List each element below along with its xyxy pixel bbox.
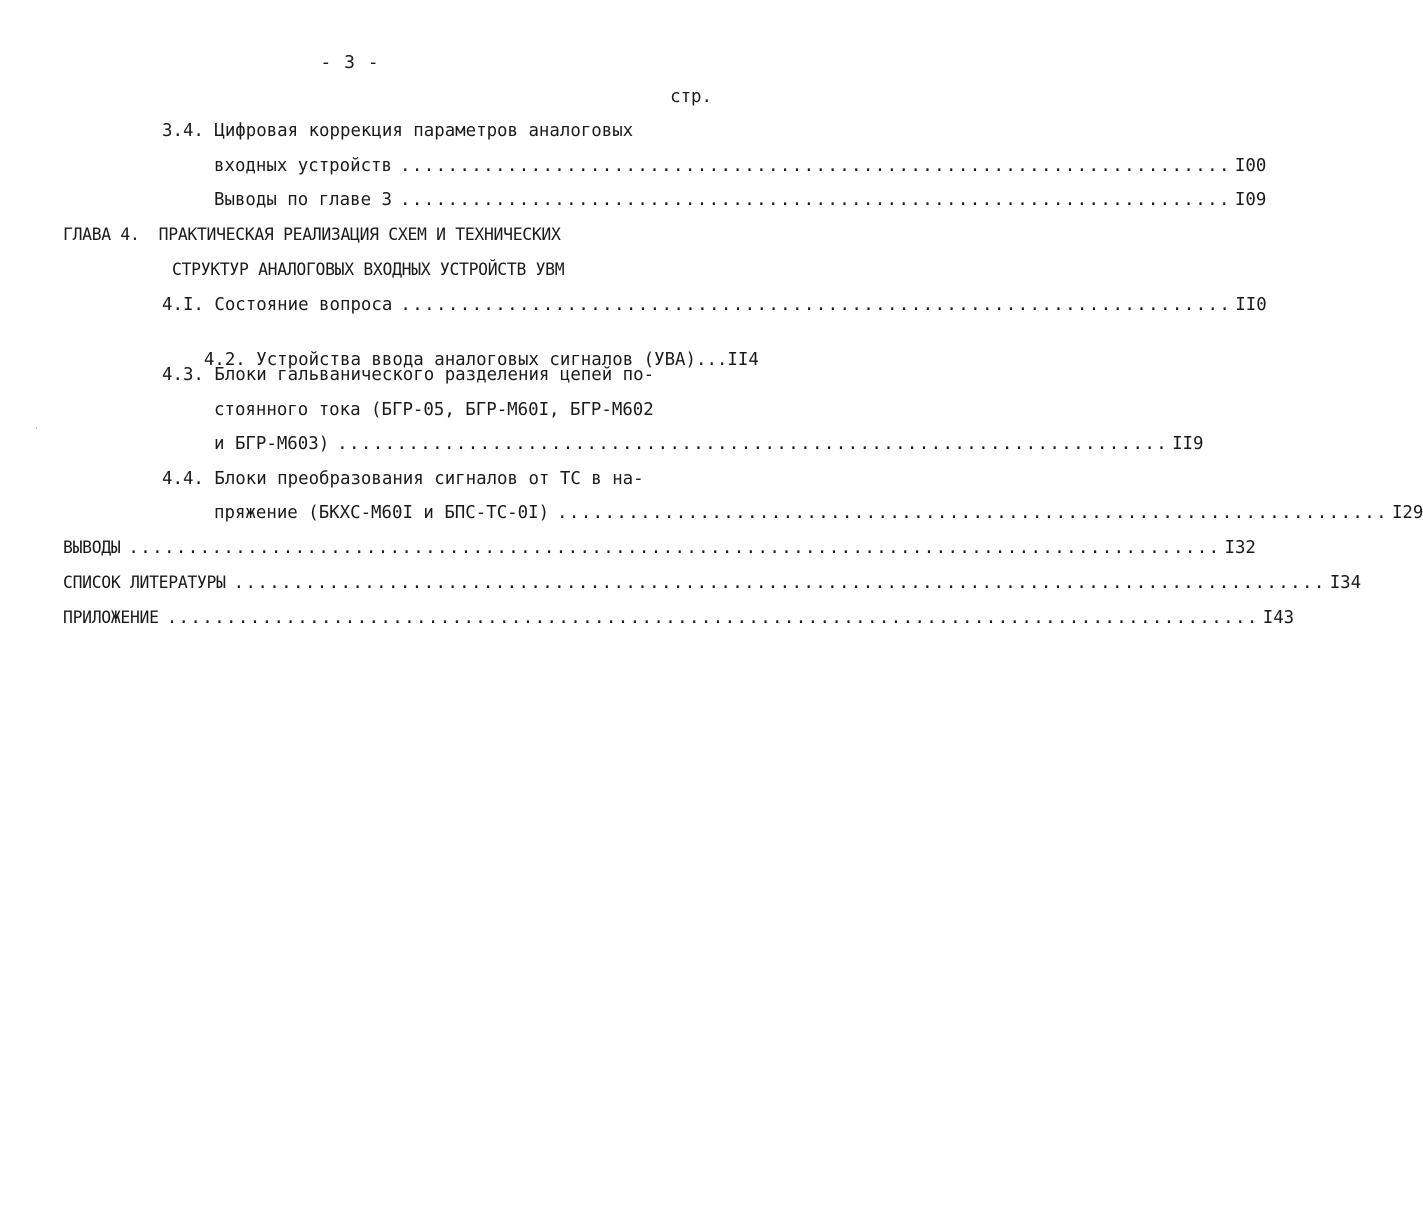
toc-page-chapter3-conclusions: I09: [1234, 190, 1267, 210]
toc-entry-appendix-text: ПРИЛОЖЕНИЕ: [63, 608, 159, 627]
toc-entry-4-3-line1: 4.3. Блоки гальванического разделения цепей по-: [162, 365, 655, 385]
toc-entry-4-3-line3: и БГР-М603): [214, 434, 330, 454]
toc-entry-appendix[interactable]: [63, 608, 1295, 628]
toc-entry-chapter3-conclusions-text: Выводы по главе 3: [214, 190, 392, 210]
dot-leader: ............................................................................................: [166, 608, 1259, 628]
dot-leader: ......................................................................: [400, 190, 1231, 210]
toc-entry-references-text: СПИСОК ЛИТЕРАТУРЫ: [63, 573, 226, 592]
toc-entry-4-3[interactable]: [214, 434, 1204, 454]
toc-page-references: I34: [1329, 573, 1362, 593]
toc-entry-3-4-line2: входных устройств: [214, 156, 392, 176]
dot-leader: ......................................................................: [400, 295, 1232, 315]
toc-page-4-2: II4: [727, 350, 759, 370]
toc-entry-4-3-line2: стоянного тока (БГР-05, БГР-М60I, БГР-М602: [214, 400, 654, 420]
dot-leader: ......................................................................: [557, 503, 1388, 523]
scan-speck: [36, 427, 37, 429]
toc-page-appendix: I43: [1262, 608, 1295, 628]
toc-entry-chapter3-conclusions[interactable]: [214, 190, 1267, 210]
toc-page-conclusions: I32: [1224, 538, 1256, 558]
chapter-4-title-line2: СТРУКТУР АНАЛОГОВЫХ ВХОДНЫХ УСТРОЙСТВ УВМ: [172, 260, 565, 279]
toc-entry-conclusions[interactable]: [63, 538, 1256, 558]
dot-leader: ............................................................................................: [233, 573, 1326, 593]
toc-page-4-4: I29: [1391, 503, 1423, 523]
page-number: - 3 -: [320, 52, 380, 73]
chapter-4-title-line1: ГЛАВА 4. ПРАКТИЧЕСКАЯ РЕАЛИЗАЦИЯ СХЕМ И ТЕХНИЧЕСКИХ: [63, 225, 561, 244]
toc-entry-4-2-text: 4.2. Устройства ввода аналоговых сигналов (УВА)...: [203, 350, 728, 370]
toc-page-4-3: II9: [1172, 434, 1204, 454]
toc-entry-4-1-text: 4.I. Состояние вопроса: [162, 295, 393, 315]
toc-entry-3-4[interactable]: [214, 156, 1267, 176]
toc-page-4-1: II0: [1235, 295, 1267, 315]
dot-leader: ......................................................................: [400, 156, 1231, 176]
dot-leader: ............................................................................................: [128, 538, 1221, 558]
toc-page-3-4: I00: [1234, 156, 1267, 176]
toc-entry-4-4[interactable]: [214, 503, 1423, 523]
toc-entry-4-1[interactable]: [162, 295, 1267, 315]
toc-entry-3-4-line1: 3.4. Цифровая коррекция параметров аналоговых: [162, 121, 634, 141]
toc-entry-references[interactable]: [63, 573, 1362, 593]
page-column-label: стр.: [670, 87, 712, 107]
toc-entry-conclusions-text: ВЫВОДЫ: [63, 538, 121, 557]
toc-entry-4-4-line2: пряжение (БКХС-М60I и БПС-ТС-0I): [214, 503, 550, 523]
dot-leader: ......................................................................: [337, 434, 1169, 454]
toc-entry-4-4-line1: 4.4. Блоки преобразования сигналов от ТС в на-: [162, 469, 644, 489]
